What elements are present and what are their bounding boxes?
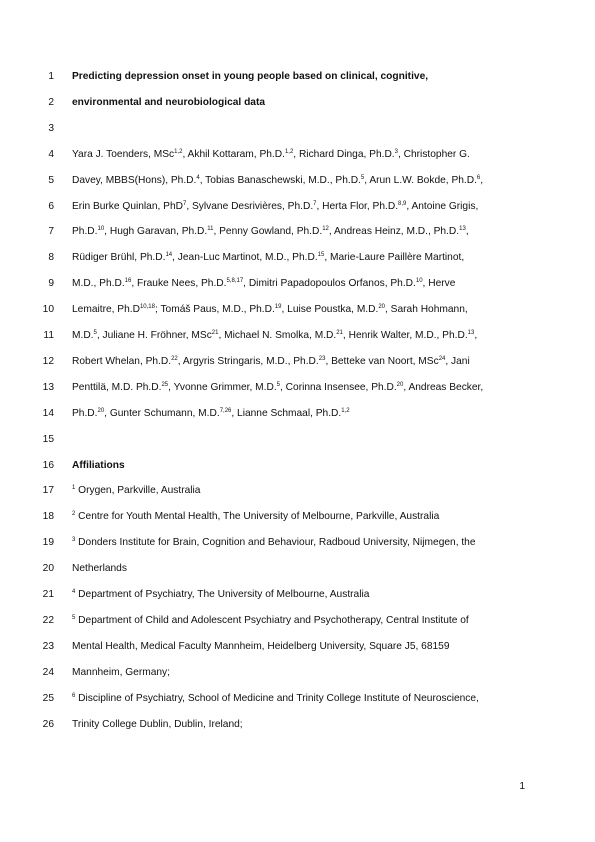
- text-line: [0, 718, 595, 744]
- line-number: 18: [42, 511, 54, 523]
- text-segment: , Argyris Stringaris, M.D., Ph.D.: [177, 355, 319, 367]
- text-line: [0, 174, 595, 200]
- text-segment: , Penny Gowland, Ph.D.: [213, 226, 323, 238]
- text-segment: M.D., Ph.D.: [72, 278, 125, 290]
- affiliation-superscript: 12: [322, 226, 329, 233]
- affiliation-superscript: 13: [467, 330, 475, 336]
- text-line: [0, 510, 595, 536]
- line-number: 1: [48, 71, 54, 82]
- line-number: 25: [42, 692, 54, 704]
- text-line: [0, 329, 595, 355]
- affiliation-superscript: 1,2: [341, 407, 350, 414]
- line-text: [72, 588, 542, 602]
- text-segment: Davey, MBBS(Hons), Ph.D.: [72, 174, 197, 186]
- affiliation-superscript: 1,2: [174, 148, 183, 155]
- affiliation-superscript: 23: [318, 355, 326, 362]
- line-text: [72, 510, 542, 524]
- affiliation-superscript: 5: [276, 381, 281, 388]
- affiliation-superscript: 5: [93, 330, 97, 336]
- line-number: 17: [42, 485, 54, 497]
- text-line: [0, 381, 595, 407]
- text-line: [0, 588, 595, 614]
- line-text: [72, 174, 542, 188]
- line-text: [72, 484, 542, 498]
- text-segment: ,: [480, 174, 484, 186]
- text-line: [0, 692, 595, 718]
- line-text: [72, 148, 542, 162]
- text-segment: , Luise Poustka, M.D.: [281, 304, 379, 316]
- line-text: [72, 303, 542, 317]
- line-number: 16: [42, 459, 54, 471]
- line-number: 3: [48, 122, 54, 134]
- text-segment: Ph.D.: [72, 407, 98, 419]
- text-line: [0, 200, 595, 226]
- text-segment: , Lianne Schmaal, Ph.D.: [231, 407, 342, 419]
- line-number: 11: [43, 330, 54, 341]
- heading-text: [72, 70, 542, 84]
- line-number: 10: [42, 304, 54, 316]
- text-segment: , Tobias Banaschewski, M.D., Ph.D.: [199, 174, 361, 186]
- affiliation-superscript: 20: [378, 304, 386, 311]
- text-line: [0, 407, 595, 433]
- text-line: [0, 355, 595, 381]
- text-segment: Department of Child and Adolescent Psychiatry and Psychotherapy, Central Institute of: [75, 614, 469, 626]
- affiliation-superscript: 1: [72, 485, 76, 492]
- affiliation-superscript: 1,2: [284, 148, 294, 155]
- affiliation-superscript: 2: [72, 511, 76, 518]
- line-number: 6: [48, 200, 54, 212]
- text-segment: ,: [465, 226, 469, 238]
- text-segment: , Akhil Kottaram, Ph.D.: [182, 148, 285, 160]
- affiliation-superscript: 21: [211, 330, 219, 336]
- text-segment: M.D.: [72, 330, 94, 341]
- line-number: 5: [48, 174, 54, 186]
- affiliation-superscript: 5: [360, 174, 365, 181]
- text-segment: , Hugh Garavan, Ph.D.: [104, 226, 208, 238]
- line-number: 19: [42, 537, 54, 549]
- text-segment: ; Tomáš Paus, M.D., Ph.D.: [154, 304, 275, 316]
- text-segment: , Gunter Schumann, M.D.: [104, 407, 220, 419]
- affiliation-superscript: 25: [161, 381, 169, 388]
- affiliation-superscript: 7,26: [219, 407, 232, 414]
- text-segment: , Andreas Becker,: [403, 381, 484, 393]
- text-segment: Yara J. Toenders, MSc: [72, 148, 175, 160]
- line-number: 22: [42, 614, 54, 626]
- line-text: [72, 251, 542, 265]
- text-line: [0, 562, 595, 588]
- text-segment: Rüdiger Brühl, Ph.D.: [72, 252, 166, 264]
- text-segment: Donders Institute for Brain, Cognition and Behaviour, Radboud University, Nijmegen, the: [75, 537, 476, 549]
- text-segment: , Dimitri Papadopoulos Orfanos, Ph.D.: [243, 278, 416, 290]
- text-line: [0, 433, 595, 459]
- line-text: [72, 562, 542, 576]
- text-line: [0, 70, 595, 96]
- text-line: [0, 459, 595, 485]
- line-number: 12: [42, 355, 54, 367]
- line-text: [72, 381, 542, 395]
- line-text: [72, 355, 542, 369]
- line-number: 24: [42, 666, 54, 678]
- line-text: [72, 640, 542, 654]
- text-line: [0, 148, 595, 174]
- page-number: 1: [519, 781, 525, 792]
- text-line: [0, 484, 595, 510]
- text-line: [0, 122, 595, 148]
- text-line: [0, 277, 595, 303]
- text-segment: Discipline of Psychiatry, School of Medicine and Trinity College Institute of Neuroscience,: [75, 692, 479, 704]
- affiliation-superscript: 14: [165, 252, 173, 259]
- affiliation-superscript: 13: [459, 226, 466, 233]
- text-line: [0, 536, 595, 562]
- text-segment: , Herve: [422, 278, 456, 290]
- text-segment: Lemaitre, Ph.D: [72, 304, 140, 316]
- affiliation-superscript: 3: [72, 537, 76, 544]
- text-segment: Mental Health, Medical Faculty Mannheim, Heidelberg University, Square J5, 68159: [72, 640, 450, 652]
- affiliation-superscript: 7: [313, 200, 317, 207]
- text-line: [0, 666, 595, 692]
- affiliation-superscript: 3: [394, 148, 398, 155]
- line-number: 7: [48, 226, 54, 238]
- text-segment: , Herta Flor, Ph.D.: [316, 200, 399, 212]
- line-number: 20: [42, 563, 54, 575]
- text-segment: , Richard Dinga, Ph.D.: [293, 148, 395, 160]
- text-segment: , Corinna Insensee, Ph.D.: [280, 381, 397, 393]
- affiliation-superscript: 16: [124, 278, 132, 285]
- line-text: [72, 277, 542, 291]
- line-text: [72, 718, 542, 732]
- text-segment: Mannheim, Germany;: [72, 666, 170, 678]
- text-segment: Affiliations: [72, 459, 125, 471]
- text-segment: , Michael N. Smolka, M.D.: [218, 330, 337, 341]
- affiliation-superscript: 4: [196, 174, 200, 181]
- text-segment: Netherlands: [72, 563, 127, 575]
- text-line: [0, 303, 595, 329]
- text-line: [0, 640, 595, 666]
- affiliation-superscript: 8,9: [398, 200, 407, 207]
- affiliation-superscript: 7: [182, 200, 187, 207]
- text-segment: , Yvonne Grimmer, M.D.: [168, 381, 277, 393]
- line-number: 15: [42, 433, 54, 445]
- text-segment: , Jean-Luc Martinot, M.D., Ph.D.: [172, 252, 318, 264]
- affiliation-superscript: 5,8,17: [226, 278, 244, 285]
- text-segment: , Sarah Hohmann,: [385, 304, 468, 316]
- affiliation-superscript: 10: [415, 278, 423, 285]
- text-segment: Robert Whelan, Ph.D.: [72, 355, 172, 367]
- affiliation-superscript: 4: [72, 589, 76, 595]
- text-segment: Predicting depression onset in young people based on clinical, cognitive,: [72, 71, 429, 82]
- line-number: 4: [48, 148, 54, 160]
- text-segment: , Andreas Heinz, M.D., Ph.D.: [328, 226, 460, 238]
- line-text: [72, 200, 542, 214]
- text-segment: Erin Burke Quinlan, PhD: [72, 200, 183, 212]
- affiliation-superscript: 10,18: [139, 304, 155, 311]
- text-segment: , Arun L.W. Bokde, Ph.D.: [364, 174, 477, 186]
- affiliation-superscript: 19: [274, 304, 282, 311]
- text-segment: , Betteke van Noort, MSc: [325, 355, 439, 367]
- line-text: [72, 614, 542, 628]
- line-number: 23: [42, 640, 54, 652]
- line-number: 26: [42, 718, 54, 730]
- affiliation-superscript: 11: [207, 226, 214, 233]
- text-segment: Centre for Youth Mental Health, The University of Melbourne, Parkville, Australia: [75, 511, 440, 523]
- text-segment: Trinity College Dublin, Dublin, Ireland;: [72, 718, 243, 730]
- line-number: 21: [42, 589, 54, 600]
- text-segment: Orygen, Parkville, Australia: [75, 485, 201, 497]
- line-number: 9: [48, 278, 54, 290]
- heading-text: [72, 96, 542, 110]
- affiliation-superscript: 22: [171, 355, 178, 362]
- text-segment: , Henrik Walter, M.D., Ph.D.: [342, 330, 468, 341]
- text-segment: ,: [474, 330, 478, 341]
- text-line: [0, 251, 595, 277]
- line-text: [72, 536, 542, 550]
- line-number: 13: [42, 381, 54, 393]
- text-segment: Ph.D.: [72, 226, 98, 238]
- affiliation-superscript: 10: [97, 226, 105, 233]
- text-segment: , Juliane H. Fröhner, MSc: [96, 330, 212, 341]
- affiliation-superscript: 6: [72, 692, 76, 699]
- text-line: [0, 614, 595, 640]
- line-text: [72, 407, 542, 421]
- text-segment: , Christopher G.: [397, 148, 470, 160]
- affiliation-superscript: 24: [438, 355, 446, 362]
- text-segment: Penttilä, M.D. Ph.D.: [72, 381, 162, 393]
- affiliation-superscript: 20: [97, 407, 105, 414]
- affiliation-superscript: 5: [72, 614, 76, 621]
- text-line: [0, 96, 595, 122]
- affiliation-superscript: 6: [476, 174, 481, 181]
- line-number: 2: [48, 96, 54, 108]
- heading-text: [72, 459, 542, 473]
- line-text: [72, 225, 542, 239]
- text-segment: , Antoine Grigis,: [406, 200, 479, 212]
- text-segment: Department of Psychiatry, The University of Melbourne, Australia: [75, 589, 370, 600]
- line-text: [72, 329, 542, 343]
- text-line: [0, 225, 595, 251]
- text-segment: environmental and neurobiological data: [72, 96, 266, 108]
- line-text: [72, 692, 542, 706]
- affiliation-superscript: 20: [396, 381, 404, 388]
- text-segment: , Marie-Laure Paillère Martinot,: [324, 252, 465, 264]
- text-segment: , Frauke Nees, Ph.D.: [131, 278, 227, 290]
- affiliation-superscript: 15: [317, 252, 325, 259]
- line-number: 8: [48, 252, 54, 264]
- text-segment: , Sylvane Desrivières, Ph.D.: [186, 200, 314, 212]
- text-segment: , Jani: [445, 355, 470, 367]
- line-number: 14: [42, 407, 54, 419]
- line-text: [72, 666, 542, 680]
- affiliation-superscript: 21: [336, 330, 343, 336]
